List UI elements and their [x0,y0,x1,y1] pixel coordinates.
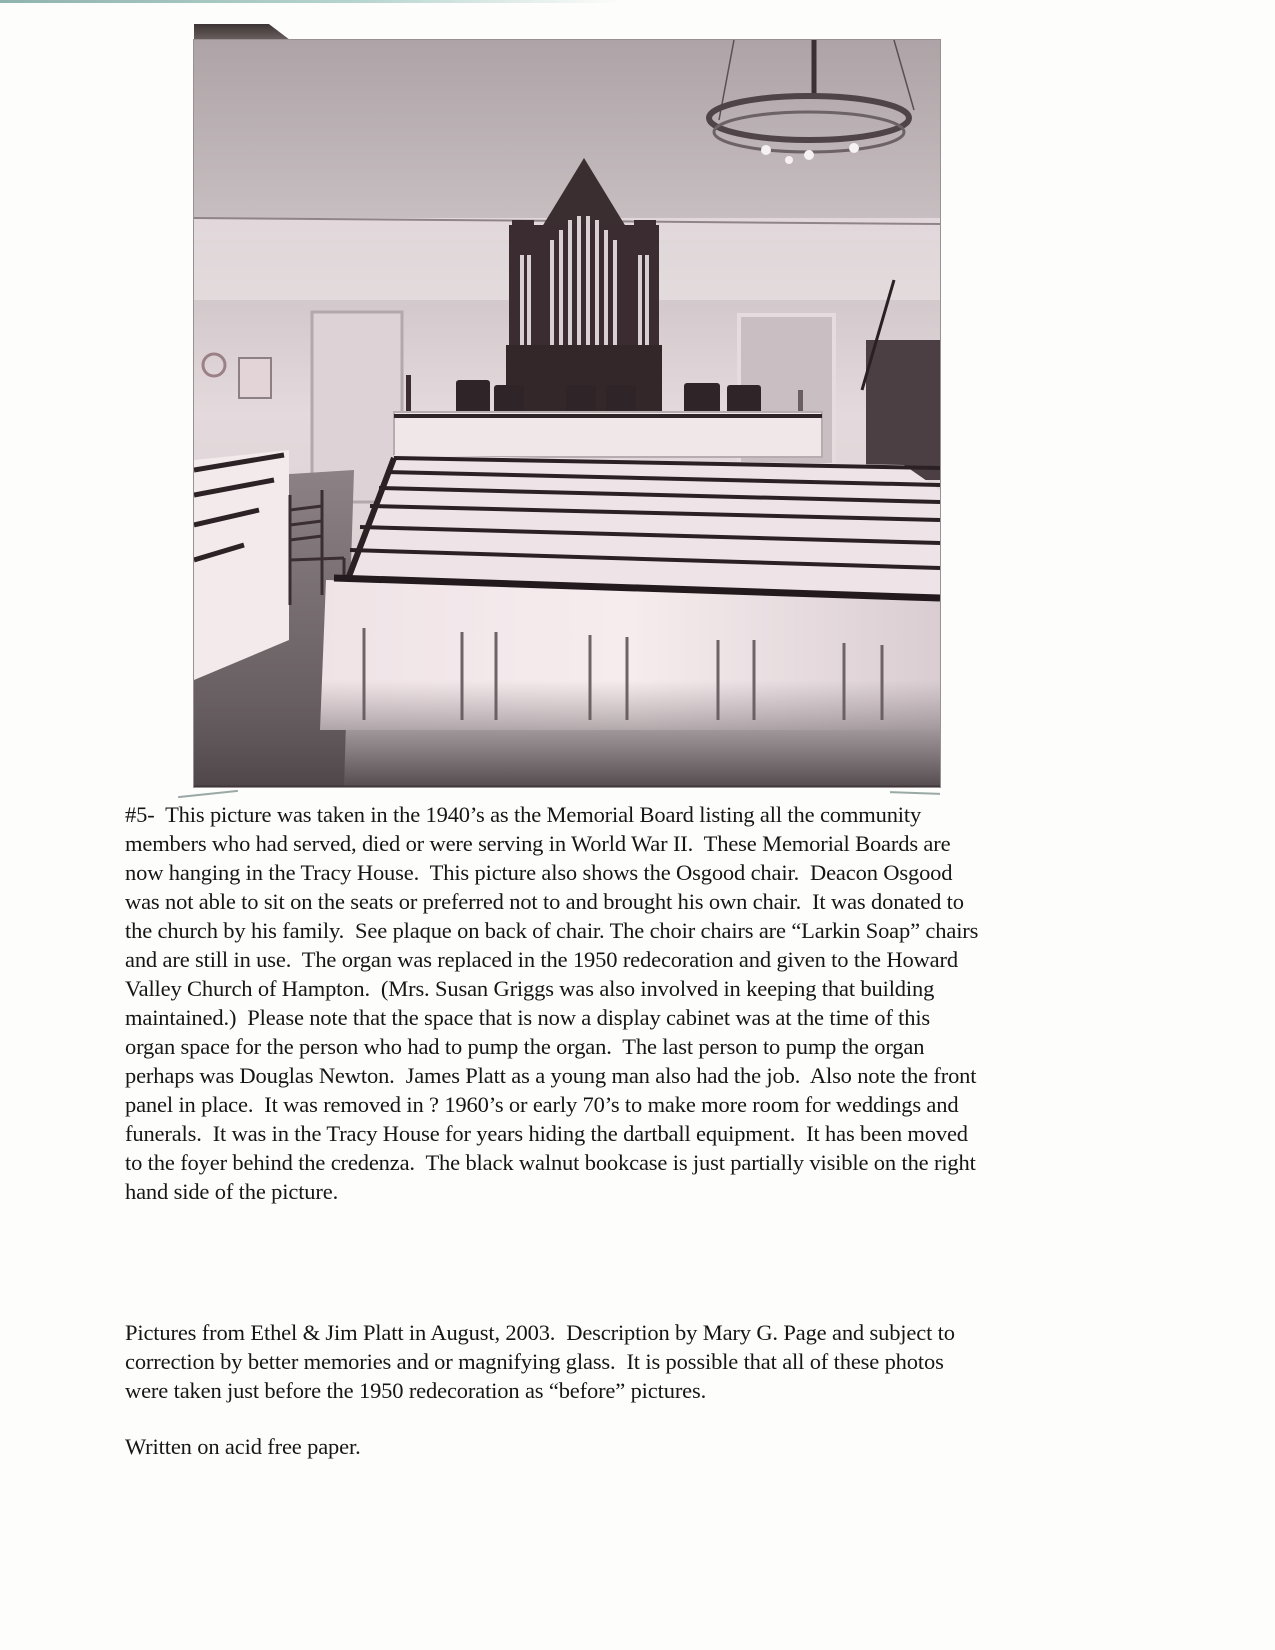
caption-line: now hanging in the Tracy House. This picture also shows the Osgood chair. Deacon Osgood [125,860,953,885]
credits-line: correction by better memories and or magnifying glass. It is possible that all of these photos [125,1349,944,1374]
photo-corner-mount [890,791,940,795]
caption-line: hand side of the picture. [125,1179,339,1204]
picture-frame [239,358,271,398]
credits-line: Pictures from Ethel & Jim Platt in August, 2003. Description by Mary G. Page and subject to [125,1320,955,1345]
left-pews [194,450,289,680]
caption-line: perhaps was Douglas Newton. James Platt as a young man also had the job. Also note the front [125,1063,977,1088]
credits-line: were taken just before the 1950 redecoration as “before” pictures. [125,1378,707,1403]
caption-line: panel in place. It was removed in ? 1960’s or early 70’s to make more room for weddings and [125,1092,959,1117]
scan-edge [0,0,620,3]
caption-line: the church by his family. See plaque on back of chair. The choir chairs are “Larkin Soap” chairs [125,918,979,943]
caption-line: members who had served, died or were serving in World War II. These Memorial Boards are [125,831,951,856]
front-panel [394,412,822,457]
caption-line: and are still in use. The organ was replaced in the 1950 redecoration and given to the Howard [125,947,958,972]
caption-line: funerals. It was in the Tracy House for years hiding the dartball equipment. It has been moved [125,1121,968,1146]
photo-corner-mount [178,790,238,798]
walnut-bookcase [866,340,940,480]
caption-line: Valley Church of Hampton. (Mrs. Susan Griggs was also involved in keeping that building [125,976,935,1001]
photo-illustration [194,40,940,787]
caption-line: #5- This picture was taken in the 1940’s as the Memorial Board listing all the community [125,802,922,827]
credits-paragraph [125,1318,1125,1405]
caption-line: to the foyer behind the credenza. The black walnut bookcase is just partially visible on the right [125,1150,976,1175]
photo-caption [125,800,1125,1206]
caption-line: was not able to sit on the seats or preferred not to and brought his own chair. It was donated to [125,889,964,914]
paper-note [125,1432,1125,1461]
caption-line: maintained.) Please note that the space that is now a display cabinet was at the time of this [125,1005,931,1030]
caption-line: organ space for the person who had to pump the organ. The last person to pump the organ [125,1034,925,1059]
paper-note-text: Written on acid free paper. [125,1434,361,1459]
church-interior-photo [194,40,940,787]
photo-mount-tab [194,24,290,40]
